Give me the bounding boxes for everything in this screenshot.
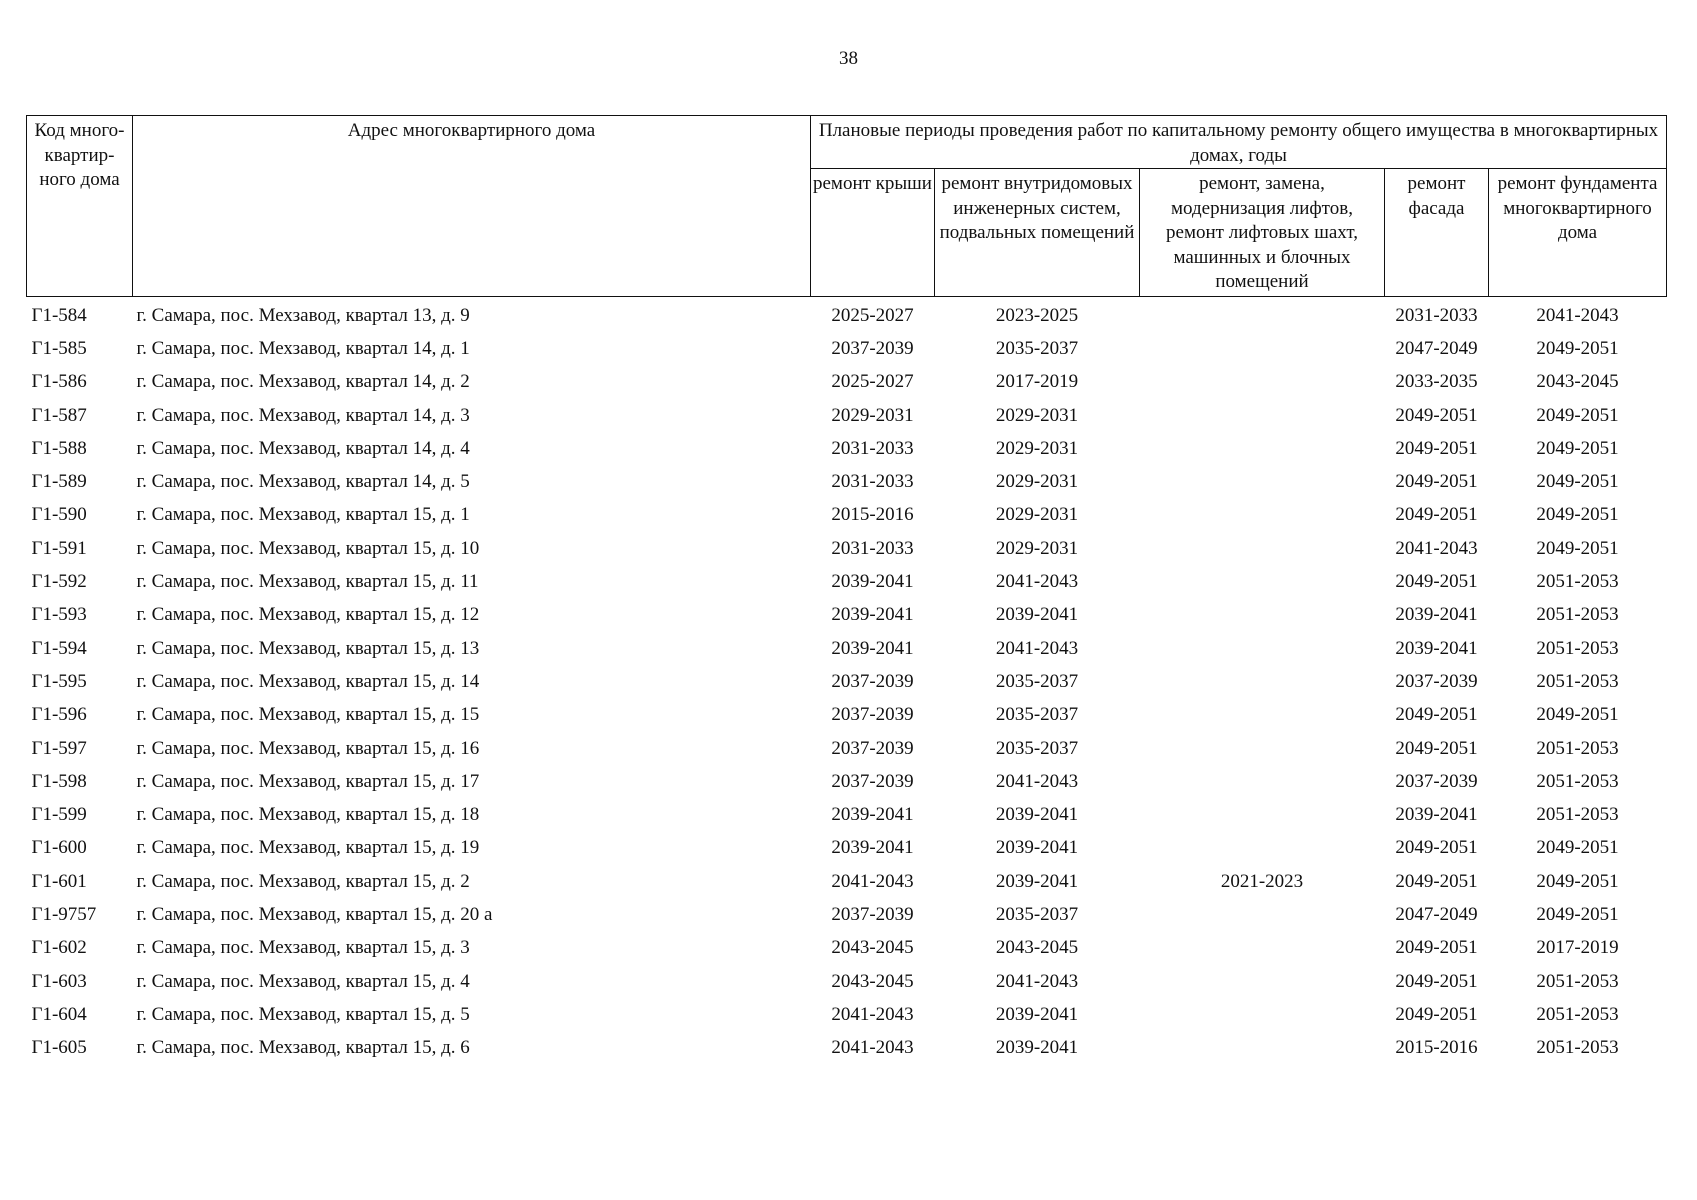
foundation-cell: 2049-2051	[1536, 537, 1619, 559]
header-code: Код много-квартир-ного дома	[27, 116, 133, 297]
table-row	[27, 297, 1667, 333]
facade-cell: 2049-2051	[1395, 404, 1478, 426]
code-cell: Г1-589	[31, 471, 87, 493]
table-row	[27, 366, 1667, 399]
address-cell: г. Самара, пос. Мехзавод, квартал 15, д. 12	[136, 604, 480, 626]
facade-cell: 2049-2051	[1395, 737, 1478, 759]
lifts-cell	[1140, 499, 1385, 532]
facade-cell: 2049-2051	[1395, 970, 1478, 992]
code-cell: Г1-602	[31, 937, 87, 959]
table-row	[27, 798, 1667, 831]
code-cell: Г1-601	[31, 870, 87, 892]
address-cell: г. Самара, пос. Мехзавод, квартал 15, д. 17	[136, 770, 480, 792]
table-header	[27, 116, 1667, 297]
facade-cell: 2041-2043	[1395, 537, 1478, 559]
code-cell: Г1-592	[31, 571, 87, 593]
systems-cell: 2039-2041	[995, 604, 1079, 626]
lifts-cell	[1140, 665, 1385, 698]
systems-cell: 2041-2043	[995, 770, 1079, 792]
foundation-cell: 2051-2053	[1536, 637, 1619, 659]
foundation-cell: 2049-2051	[1536, 903, 1619, 925]
address-cell: г. Самара, пос. Мехзавод, квартал 15, д. 18	[136, 804, 480, 826]
code-cell: Г1-593	[31, 604, 87, 626]
facade-cell: 2039-2041	[1395, 637, 1478, 659]
roof-cell: 2025-2027	[831, 304, 914, 326]
header-foundation: ремонт фундамента многоквартирного дома	[1489, 169, 1667, 297]
foundation-cell: 2049-2051	[1536, 504, 1619, 526]
systems-cell: 2035-2037	[995, 903, 1079, 925]
table-row	[27, 865, 1667, 898]
systems-cell: 2035-2037	[995, 737, 1079, 759]
table-row	[27, 332, 1667, 365]
facade-cell: 2015-2016	[1395, 1037, 1478, 1059]
roof-cell: 2029-2031	[831, 404, 914, 426]
address-cell: г. Самара, пос. Мехзавод, квартал 15, д. 13	[136, 637, 480, 659]
address-cell: г. Самара, пос. Мехзавод, квартал 15, д. 20 а	[136, 903, 493, 925]
foundation-cell: 2049-2051	[1536, 471, 1619, 493]
systems-cell: 2039-2041	[995, 1037, 1079, 1059]
foundation-cell: 2051-2053	[1536, 604, 1619, 626]
code-cell: Г1-604	[31, 1003, 87, 1025]
facade-cell: 2049-2051	[1395, 937, 1478, 959]
address-cell: г. Самара, пос. Мехзавод, квартал 15, д. 4	[136, 970, 470, 992]
address-cell: г. Самара, пос. Мехзавод, квартал 15, д. 3	[136, 937, 470, 959]
foundation-cell: 2051-2053	[1536, 737, 1619, 759]
code-cell: Г1-594	[31, 637, 87, 659]
foundation-cell: 2049-2051	[1536, 870, 1619, 892]
table-row	[27, 832, 1667, 865]
code-cell: Г1-590	[31, 504, 87, 526]
lifts-cell	[1140, 297, 1385, 333]
foundation-cell: 2049-2051	[1536, 337, 1619, 359]
code-cell: Г1-586	[31, 371, 87, 393]
address-cell: г. Самара, пос. Мехзавод, квартал 15, д. 16	[136, 737, 480, 759]
lifts-cell: 2021-2023	[1220, 870, 1304, 892]
table-row	[27, 532, 1667, 565]
table-row	[27, 399, 1667, 432]
address-cell: г. Самара, пос. Мехзавод, квартал 15, д. 14	[136, 670, 480, 692]
header-facade: ремонт фасада	[1385, 169, 1489, 297]
code-cell: Г1-605	[31, 1037, 87, 1059]
header-roof: ремонт крыши	[811, 169, 935, 297]
lifts-cell	[1140, 732, 1385, 765]
lifts-cell	[1140, 798, 1385, 831]
code-cell: Г1-597	[31, 737, 87, 759]
address-cell: г. Самара, пос. Мехзавод, квартал 14, д. 3	[136, 404, 470, 426]
foundation-cell: 2051-2053	[1536, 670, 1619, 692]
lifts-cell	[1140, 366, 1385, 399]
foundation-cell: 2041-2043	[1536, 304, 1619, 326]
code-cell: Г1-598	[31, 770, 87, 792]
systems-cell: 2035-2037	[995, 337, 1079, 359]
address-cell: г. Самара, пос. Мехзавод, квартал 14, д. 1	[136, 337, 470, 359]
code-cell: Г1-599	[31, 804, 87, 826]
address-cell: г. Самара, пос. Мехзавод, квартал 13, д. 9	[136, 304, 470, 326]
facade-cell: 2049-2051	[1395, 837, 1478, 859]
code-cell: Г1-587	[31, 404, 87, 426]
code-cell: Г1-603	[31, 970, 87, 992]
table-row	[27, 599, 1667, 632]
roof-cell: 2039-2041	[831, 604, 914, 626]
facade-cell: 2037-2039	[1395, 670, 1478, 692]
header-lifts: ремонт, замена, модернизация лифтов, ремонт лифтовых шахт, машинных и блочных помещений	[1140, 169, 1385, 297]
facade-cell: 2039-2041	[1395, 804, 1478, 826]
lifts-cell	[1140, 932, 1385, 965]
header-periods: Плановые периоды проведения работ по капитальному ремонту общего имущества в многоквартирных домах, годы	[811, 116, 1667, 169]
address-cell: г. Самара, пос. Мехзавод, квартал 14, д. 5	[136, 471, 470, 493]
lifts-cell	[1140, 399, 1385, 432]
roof-cell: 2041-2043	[831, 1037, 914, 1059]
roof-cell: 2031-2033	[831, 537, 914, 559]
foundation-cell: 2051-2053	[1536, 1037, 1619, 1059]
lifts-cell	[1140, 1032, 1385, 1065]
facade-cell: 2033-2035	[1395, 371, 1478, 393]
systems-cell: 2043-2045	[995, 937, 1079, 959]
facade-cell: 2037-2039	[1395, 770, 1478, 792]
roof-cell: 2037-2039	[831, 737, 914, 759]
table-row	[27, 998, 1667, 1031]
systems-cell: 2029-2031	[995, 437, 1079, 459]
table-row	[27, 932, 1667, 965]
roof-cell: 2039-2041	[831, 804, 914, 826]
facade-cell: 2031-2033	[1395, 304, 1478, 326]
lifts-cell	[1140, 432, 1385, 465]
lifts-cell	[1140, 898, 1385, 931]
roof-cell: 2015-2016	[831, 504, 914, 526]
code-cell: Г1-591	[31, 537, 87, 559]
foundation-cell: 2051-2053	[1536, 804, 1619, 826]
foundation-cell: 2051-2053	[1536, 571, 1619, 593]
systems-cell: 2041-2043	[995, 970, 1079, 992]
lifts-cell	[1140, 632, 1385, 665]
systems-cell: 2029-2031	[995, 537, 1079, 559]
code-cell: Г1-596	[31, 704, 87, 726]
roof-cell: 2039-2041	[831, 637, 914, 659]
foundation-cell: 2049-2051	[1536, 704, 1619, 726]
roof-cell: 2041-2043	[831, 1003, 914, 1025]
table-row	[27, 465, 1667, 498]
systems-cell: 2039-2041	[995, 804, 1079, 826]
repair-schedule-table	[26, 115, 1667, 1065]
foundation-cell: 2017-2019	[1536, 937, 1619, 959]
systems-cell: 2041-2043	[995, 571, 1079, 593]
code-cell: Г1-9757	[31, 903, 97, 925]
lifts-cell	[1140, 998, 1385, 1031]
address-cell: г. Самара, пос. Мехзавод, квартал 14, д. 4	[136, 437, 470, 459]
code-cell: Г1-600	[31, 837, 87, 859]
foundation-cell: 2049-2051	[1536, 404, 1619, 426]
roof-cell: 2037-2039	[831, 704, 914, 726]
roof-cell: 2037-2039	[831, 903, 914, 925]
systems-cell: 2023-2025	[995, 304, 1079, 326]
systems-cell: 2029-2031	[995, 471, 1079, 493]
table-row	[27, 632, 1667, 665]
systems-cell: 2029-2031	[995, 404, 1079, 426]
page-number: 38	[839, 48, 858, 69]
table-row	[27, 565, 1667, 598]
roof-cell: 2037-2039	[831, 770, 914, 792]
roof-cell: 2031-2033	[831, 437, 914, 459]
systems-cell: 2035-2037	[995, 670, 1079, 692]
systems-cell: 2039-2041	[995, 870, 1079, 892]
lifts-cell	[1140, 565, 1385, 598]
table-row	[27, 1032, 1667, 1065]
address-cell: г. Самара, пос. Мехзавод, квартал 15, д. 10	[136, 537, 480, 559]
foundation-cell: 2051-2053	[1536, 970, 1619, 992]
facade-cell: 2047-2049	[1395, 337, 1478, 359]
header-address: Адрес многоквартирного дома	[133, 116, 811, 297]
systems-cell: 2017-2019	[995, 371, 1079, 393]
address-cell: г. Самара, пос. Мехзавод, квартал 15, д. 1	[136, 504, 470, 526]
address-cell: г. Самара, пос. Мехзавод, квартал 15, д. 5	[136, 1003, 470, 1025]
lifts-cell	[1140, 965, 1385, 998]
table-row	[27, 699, 1667, 732]
foundation-cell: 2049-2051	[1536, 837, 1619, 859]
foundation-cell: 2051-2053	[1536, 770, 1619, 792]
lifts-cell	[1140, 465, 1385, 498]
foundation-cell: 2043-2045	[1536, 371, 1619, 393]
roof-cell: 2039-2041	[831, 571, 914, 593]
systems-cell: 2041-2043	[995, 637, 1079, 659]
address-cell: г. Самара, пос. Мехзавод, квартал 15, д. 15	[136, 704, 480, 726]
table-body	[27, 297, 1667, 1065]
facade-cell: 2049-2051	[1395, 504, 1478, 526]
lifts-cell	[1140, 765, 1385, 798]
facade-cell: 2049-2051	[1395, 471, 1478, 493]
table-row	[27, 732, 1667, 765]
facade-cell: 2049-2051	[1395, 1003, 1478, 1025]
systems-cell: 2039-2041	[995, 1003, 1079, 1025]
roof-cell: 2043-2045	[831, 970, 914, 992]
lifts-cell	[1140, 332, 1385, 365]
foundation-cell: 2049-2051	[1536, 437, 1619, 459]
address-cell: г. Самара, пос. Мехзавод, квартал 15, д. 2	[136, 870, 470, 892]
roof-cell: 2025-2027	[831, 371, 914, 393]
code-cell: Г1-595	[31, 670, 87, 692]
lifts-cell	[1140, 532, 1385, 565]
code-cell: Г1-588	[31, 437, 87, 459]
lifts-cell	[1140, 699, 1385, 732]
table-row	[27, 765, 1667, 798]
table-row	[27, 965, 1667, 998]
address-cell: г. Самара, пос. Мехзавод, квартал 15, д. 11	[136, 571, 479, 593]
roof-cell: 2037-2039	[831, 337, 914, 359]
facade-cell: 2049-2051	[1395, 437, 1478, 459]
table-row	[27, 665, 1667, 698]
foundation-cell: 2051-2053	[1536, 1003, 1619, 1025]
table-row	[27, 432, 1667, 465]
roof-cell: 2037-2039	[831, 670, 914, 692]
table-row	[27, 898, 1667, 931]
roof-cell: 2031-2033	[831, 471, 914, 493]
systems-cell: 2029-2031	[995, 504, 1079, 526]
roof-cell: 2041-2043	[831, 870, 914, 892]
lifts-cell	[1140, 599, 1385, 632]
facade-cell: 2047-2049	[1395, 903, 1478, 925]
lifts-cell	[1140, 832, 1385, 865]
code-cell: Г1-584	[31, 304, 87, 326]
facade-cell: 2049-2051	[1395, 870, 1478, 892]
header-systems: ремонт внутридомовых инженерных систем, подвальных помещений	[935, 169, 1140, 297]
code-cell: Г1-585	[31, 337, 87, 359]
roof-cell: 2043-2045	[831, 937, 914, 959]
facade-cell: 2049-2051	[1395, 704, 1478, 726]
address-cell: г. Самара, пос. Мехзавод, квартал 15, д. 19	[136, 837, 480, 859]
systems-cell: 2039-2041	[995, 837, 1079, 859]
address-cell: г. Самара, пос. Мехзавод, квартал 14, д. 2	[136, 371, 470, 393]
roof-cell: 2039-2041	[831, 837, 914, 859]
systems-cell: 2035-2037	[995, 704, 1079, 726]
address-cell: г. Самара, пос. Мехзавод, квартал 15, д. 6	[136, 1037, 470, 1059]
table-row	[27, 499, 1667, 532]
facade-cell: 2039-2041	[1395, 604, 1478, 626]
facade-cell: 2049-2051	[1395, 571, 1478, 593]
